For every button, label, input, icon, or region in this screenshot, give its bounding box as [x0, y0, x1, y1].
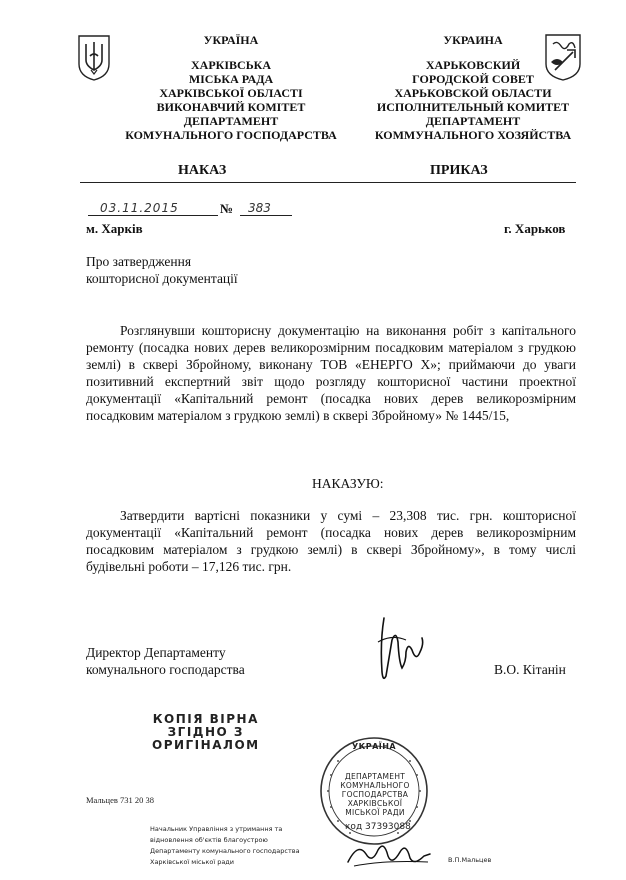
country-ua: УКРАЇНА: [203, 33, 259, 47]
footer-line: Департаменту комунального господарства: [150, 847, 300, 855]
seal-text: [334, 772, 416, 817]
date-number-line: [80, 201, 292, 219]
header-left-block: [100, 33, 362, 142]
header-right-line: ХАРЬКОВСКОЙ ОБЛАСТИ: [394, 86, 552, 100]
header-right-line: ДЕПАРТАМЕНТ: [425, 114, 521, 128]
order-word: НАКАЗУЮ:: [312, 476, 384, 491]
handwritten-number: 383: [248, 201, 271, 215]
copy-certified-stamp: [152, 713, 260, 752]
footer-line: відновлення об'єктів благоустрою: [150, 836, 268, 844]
header-divider: [80, 182, 576, 183]
header-right-line: ХАРЬКОВСКИЙ: [425, 58, 521, 72]
number-underline: [240, 215, 292, 216]
body-paragraph-2: Затвердити вартісні показники у сумі – 23,308 тис. грн. кошторисної документації «Капітальний ремонт (посадка нових дерев великорозмірним посадковим матеріалом з грудкою землі) в сквері Збройному», в тому числі будівельні роботи – 17,126 тис. грн.: [86, 508, 576, 574]
footer-signer-name: В.П.Мальцев: [448, 856, 492, 864]
copy-stamp-line: ОРИГІНАЛОМ: [152, 738, 260, 752]
header-left-line: ДЕПАРТАМЕНТ: [183, 114, 279, 128]
subject-line: кошторисної документації: [86, 271, 238, 286]
document-subject: [86, 253, 238, 287]
header-left-line: ВИКОНАВЧИЙ КОМІТЕТ: [156, 100, 306, 114]
footer-line: Начальник Управління з утримання та: [150, 825, 283, 833]
handwritten-date: 03.11.2015: [100, 201, 179, 215]
header-right-line: КОММУНАЛЬНОГО ХОЗЯЙСТВА: [374, 128, 572, 142]
copy-stamp-line: КОПІЯ ВІРНА: [152, 712, 259, 726]
header-left-line: КОМУНАЛЬНОГО ГОСПОДАРСТВА: [125, 128, 337, 142]
city-ua: м. Харків: [86, 221, 143, 236]
header-right-block: [360, 33, 586, 142]
seal-country: УКРАЇНА: [352, 742, 397, 751]
position-line: Директор Департаменту: [86, 645, 226, 660]
number-sign: №: [220, 201, 234, 216]
country-ru: УКРАИНА: [443, 33, 503, 47]
handwritten-signature: [372, 612, 432, 688]
body-paragraph-1: Розглянувши кошторисну документацію на виконання робіт з капітального ремонту (посадка нових дерев великорозмірним посадковим матеріалом з грудкою землі) в сквері Збройному, виконану ТОВ «ЕНЕРГО Х»; приймаючи до уваги позитивний експертний звіт щодо розгляду кошторисної частини проектної документації «Капітальний ремонт (посадка нових дерев великорозмірним посадковим матеріалом з грудкою землі) в сквері Збройному» № 1445/15,: [86, 323, 576, 423]
doc-title-ua: НАКАЗ: [178, 163, 227, 178]
footer-approval-block: [150, 824, 300, 868]
date-underline: [88, 215, 218, 216]
executor-phone: Мальцев 731 20 38: [86, 795, 154, 805]
signatory-position: [86, 644, 245, 678]
header-left-line: МІСЬКА РАДА: [188, 72, 274, 86]
seal-line: КОМУНАЛЬНОГО: [340, 781, 410, 790]
header-right-line: ГОРОДСКОЙ СОВЕТ: [412, 72, 534, 86]
seal-line: ДЕПАРТАМЕНТ: [344, 772, 406, 781]
copy-stamp-line: ЗГІДНО З: [167, 725, 244, 739]
header-left-line: ХАРКІВСЬКОЇ ОБЛАСТІ: [159, 86, 303, 100]
footer-line: Харківської міської ради: [150, 858, 235, 866]
position-line: комунального господарства: [86, 662, 245, 677]
header-right-line: ИСПОЛНИТЕЛЬНЫЙ КОМИТЕТ: [376, 100, 570, 114]
city-ru: г. Харьков: [504, 221, 566, 236]
copy-signature: [344, 832, 434, 872]
seal-line: МІСЬКОЇ РАДИ: [345, 808, 405, 817]
doc-title-ru: ПРИКАЗ: [430, 163, 488, 178]
seal-code: код 37393088: [345, 822, 411, 832]
signatory-name: В.О. Кітанін: [494, 662, 566, 677]
header-left-line: ХАРКІВСЬКА: [190, 58, 271, 72]
subject-line: Про затвердження: [86, 254, 192, 269]
seal-line: ХАРКІВСЬКОЇ: [347, 799, 403, 808]
seal-line: ГОСПОДАРСТВА: [341, 790, 409, 799]
